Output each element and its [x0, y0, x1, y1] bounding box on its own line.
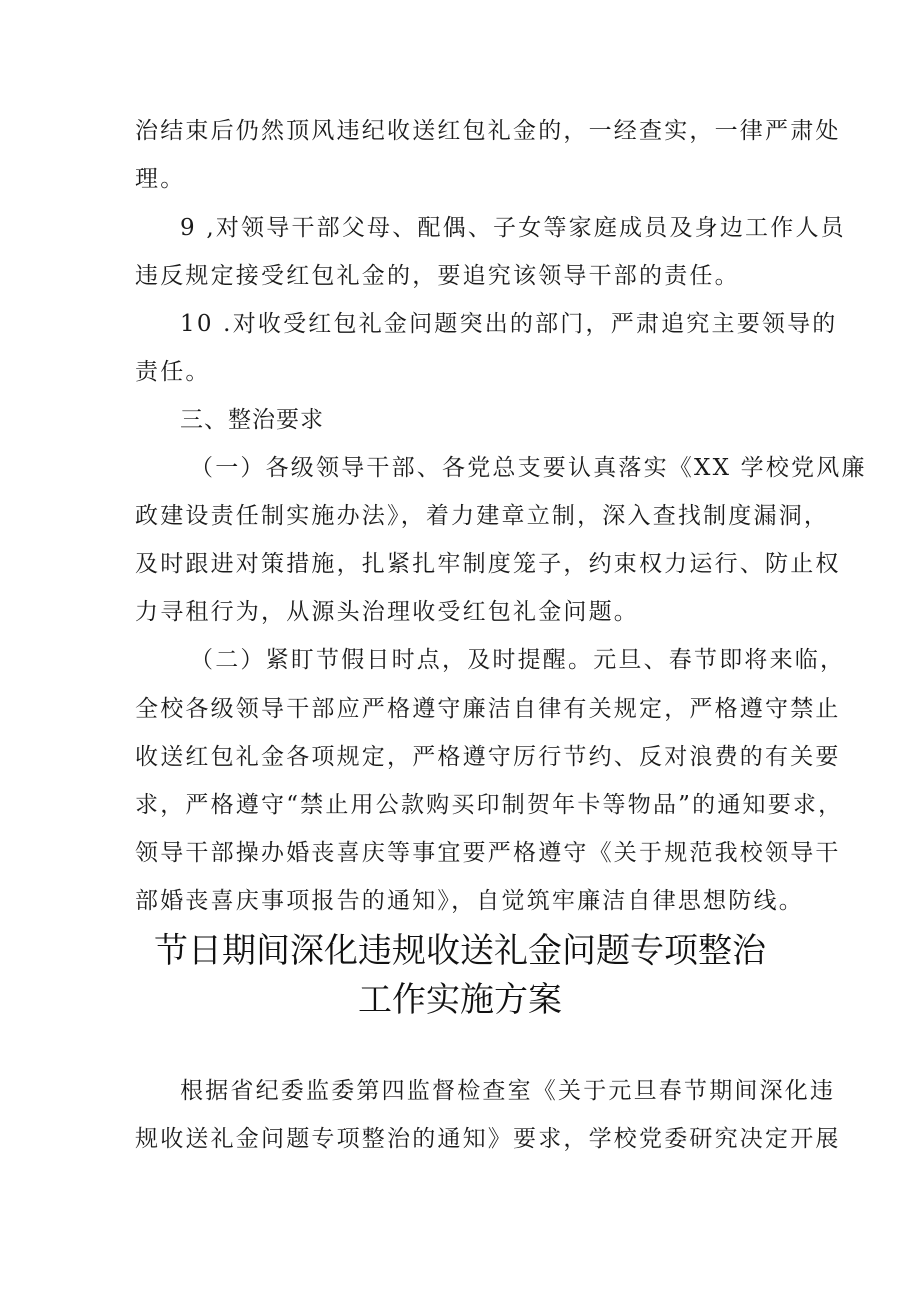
- body-line: 规收送礼金问题专项整治的通知》要求，学校党委研究决定开展: [135, 1126, 841, 1152]
- section-heading: 三、整治要求: [180, 407, 324, 433]
- body-line: 治结束后仍然顶风违纪收送红包礼金的，一经查实，一律严肃处: [135, 118, 841, 144]
- body-line: （一）各级领导干部、各党总支要认真落实《XX 学校党风廉: [190, 455, 867, 481]
- body-line: 求，严格遵守“禁止用公款购买印制贺年卡等物品”的通知要求，: [135, 792, 844, 818]
- body-line: 责任。: [135, 359, 211, 385]
- body-line: （二）紧盯节假日时点，及时提醒。元旦、春节即将来临，: [190, 647, 846, 673]
- body-line: 根据省纪委监委第四监督检查室《关于元旦春节期间深化违: [180, 1078, 836, 1104]
- body-line: 全校各级领导干部应严格遵守廉洁自律有关规定，严格遵守禁止: [135, 696, 841, 722]
- body-line: 政建设责任制实施办法》，着力建章立制，深入查找制度漏洞，: [135, 503, 830, 529]
- body-line: 及时跟进对策措施，扎紧扎牢制度笼子，约束权力运行、防止权: [135, 551, 841, 577]
- body-line: 收送红包礼金各项规定，严格遵守厉行节约、反对浪费的有关要: [135, 744, 841, 770]
- document-title: 节日期间深化违规收送礼金问题专项整治: [154, 931, 766, 971]
- document-title: 工作实施方案: [358, 980, 562, 1020]
- body-line: 10 .对收受红包礼金问题突出的部门，严肃追究主要领导的: [180, 311, 838, 337]
- body-line: 领导干部操办婚丧喜庆等事宜要严格遵守《关于规范我校领导干: [135, 840, 841, 866]
- body-line: 9 ,对领导干部父母、配偶、子女等家庭成员及身边工作人员: [180, 215, 846, 241]
- body-line: 部婚丧喜庆事项报告的通知》，自觉筑牢廉洁自律思想防线。: [135, 888, 804, 914]
- body-line: 理。: [135, 166, 186, 192]
- body-line: 违反规定接受红包礼金的，要追究该领导干部的责任。: [135, 263, 740, 289]
- body-line: 力寻租行为，从源头治理收受红包礼金问题。: [135, 599, 639, 625]
